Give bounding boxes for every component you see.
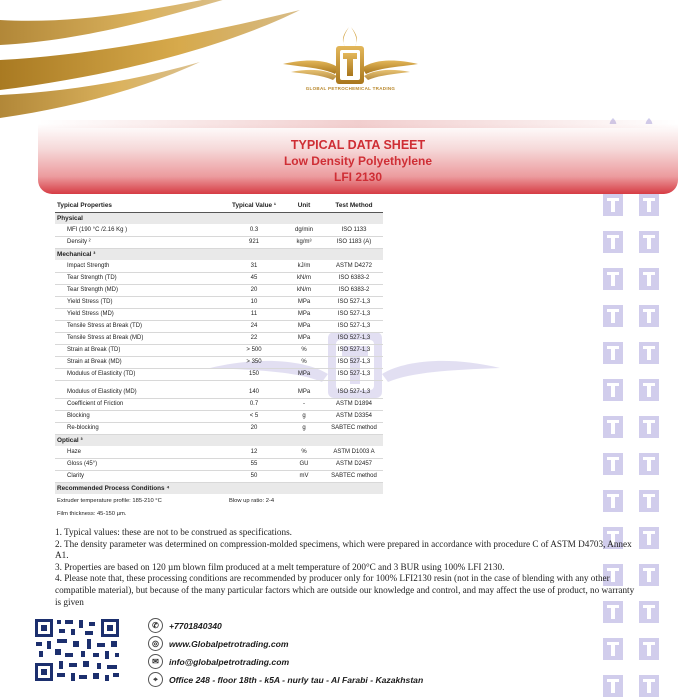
table-row [55,272,383,284]
table-row [55,236,383,248]
cell-unit: g [283,422,325,434]
cell-method: ISO 1133 [325,224,383,236]
spec-table [55,200,383,520]
watermark-logo-icon [598,636,628,662]
footnote: 1. Typical values: these are not to be construed as specifications. [55,527,292,537]
cell-method: ASTM D3354 [325,410,383,422]
cell-property: Clarity [55,470,225,482]
cell-value: 20 [225,284,283,296]
table-row [55,320,383,332]
footnote: 3. Properties are based on 120 µm blown film produced at a melt temperature of 200°C and 3 BUR using 100% LFI 2130. [55,561,505,572]
process-row [55,494,383,507]
document-title: TYPICAL DATA SHEET [290,138,426,152]
contact-phone [148,618,222,633]
logo-tagline: GLOBAL PETROCHEMICAL TRADING [305,86,396,91]
cell-value: 31 [225,260,283,272]
cell-property: Strain at Break (MD) [55,356,225,368]
section-title: Mechanical ³ [55,248,383,260]
cell-property: Tear Strength (MD) [55,284,225,296]
cell-unit: mV [283,470,325,482]
contact-website [148,636,289,651]
watermark-logo-icon [598,266,628,292]
cell-method: ISO 527-1,3 [325,356,383,368]
watermark-logo-icon [634,229,664,255]
cell-property: Yield Stress (MD) [55,308,225,320]
cell-unit: kJ/m [283,260,325,272]
cell-unit: MPa [283,320,325,332]
cell-unit: % [283,356,325,368]
cell-unit: MPa [283,332,325,344]
section-title: Physical [55,212,383,224]
watermark-logo-icon [634,377,664,403]
cell-value: 45 [225,272,283,284]
watermark-logo-icon [634,673,664,699]
phone-number[interactable]: +7701840340 [169,620,222,631]
product-subtitle: Low Density Polyethylene [283,154,433,168]
cell-value: 20 [225,422,283,434]
table-row [55,398,383,410]
cell-unit: % [283,344,325,356]
watermark-column-right [634,118,670,700]
extruder-temperature: Extruder temperature profile: 185-210 °C [57,497,162,504]
email-icon: ✉ [148,654,163,669]
cell-value: 12 [225,446,283,458]
globe-icon: ◎ [148,636,163,651]
watermark-logo-icon [598,340,628,366]
watermark-logo-icon [634,562,664,588]
watermark-logo-icon [598,673,628,699]
cell-property: Modulus of Elasticity (TD) [55,368,225,380]
website-link[interactable]: www.Globalpetrotrading.com [169,638,289,649]
address-text: Office 248 - floor 18th - k5A - nurly tau - Al Farabi - Kazakhstan [169,674,424,685]
cell-unit: g [283,410,325,422]
cell-property: Impact Strength [55,260,225,272]
cell-value: 921 [225,236,283,248]
watermark-logo-icon [598,451,628,477]
cell-value: > 500 [225,344,283,356]
cell-property: Strain at Break (TD) [55,344,225,356]
cell-method: ASTM D4272 [325,260,383,272]
table-row [55,224,383,236]
cell-method: ISO 6383-2 [325,284,383,296]
section-title: Recommended Process Conditions ⁴ [55,482,383,494]
column-header-unit: Unit [283,200,325,212]
cell-method: ISO 527-1,3 [325,386,383,398]
cell-value: 50 [225,470,283,482]
location-pin-icon: ⌖ [148,672,163,687]
section-row [55,434,383,446]
table-row [55,470,383,482]
footnote: 4. Please note that, these processing conditions are recommended by producer only for 100% LFI2130 resin (not in the case of blending with any other compatible material), but because of the many particular factors which are outside our knowledge and control, and may affect the use of product, no warranty is given [55,573,635,607]
watermark-logo-icon [634,525,664,551]
cell-method: ISO 527-1,3 [325,320,383,332]
cell-unit: kN/m [283,284,325,296]
cell-property: Modulus of Elasticity (MD) [55,386,225,398]
cell-unit: MPa [283,368,325,380]
watermark-logo-icon [634,192,664,218]
cell-property: MFI (190 °C /2.16 Kg ) [55,224,225,236]
cell-unit: % [283,446,325,458]
watermark-column-left [598,118,634,700]
table-row [55,368,383,380]
table-row [55,260,383,272]
table-row [55,410,383,422]
table-row [55,356,383,368]
cell-method: SABTEC method [325,470,383,482]
cell-value: 55 [225,458,283,470]
footnote: 2. The density parameter was determined on compression-molded specimens, which were prepared in accordance with procedure C of ASTM D4703, Annex A1. [55,538,632,561]
cell-property: Gloss (45°) [55,458,225,470]
watermark-logo-icon [598,192,628,218]
column-header-method: Test Method [325,200,383,212]
table-row [55,284,383,296]
cell-unit: kg/m³ [283,236,325,248]
cell-value: 0.7 [225,398,283,410]
table-row [55,308,383,320]
cell-method: SABTEC method [325,422,383,434]
cell-value: 0.3 [225,224,283,236]
table-row [55,386,383,398]
table-header-row [55,200,383,212]
cell-value: 24 [225,320,283,332]
cell-property: Re-blocking [55,422,225,434]
section-row [55,482,383,494]
cell-method: ISO 527-1,3 [325,332,383,344]
watermark-logo-icon [634,451,664,477]
cell-method: ISO 527-1,3 [325,308,383,320]
cell-unit: - [283,398,325,410]
watermark-logo-icon [634,599,664,625]
cell-method: ASTM D1003 A [325,446,383,458]
product-grade: LFI 2130 [333,170,383,184]
watermark-logo-icon [634,636,664,662]
gold-swoosh-decoration [0,0,310,125]
phone-icon: ✆ [148,618,163,633]
process-row [55,507,383,520]
cell-property: Tensile Stress at Break (MD) [55,332,225,344]
cell-method: ISO 527-1,3 [325,296,383,308]
watermark-logo-icon [634,488,664,514]
section-row [55,248,383,260]
cell-method: ISO 1183 (A) [325,236,383,248]
cell-value: < 5 [225,410,283,422]
watermark-logo-icon [598,414,628,440]
table-row [55,446,383,458]
qr-code [33,617,121,683]
cell-unit: MPa [283,386,325,398]
contact-email [148,654,289,669]
cell-method: ASTM D1894 [325,398,383,410]
cell-property: Tear Strength (TD) [55,272,225,284]
cell-property: Tensile Stress at Break (TD) [55,320,225,332]
cell-property: Haze [55,446,225,458]
watermark-logo-icon [598,488,628,514]
watermark-logo-icon [598,229,628,255]
section-row [55,212,383,224]
cell-method: ISO 6383-2 [325,272,383,284]
watermark-logo-icon [634,340,664,366]
cell-property: Blocking [55,410,225,422]
cell-property: Density ² [55,236,225,248]
cell-unit: MPa [283,308,325,320]
cell-value: 22 [225,332,283,344]
column-header-property: Typical Properties [55,200,225,212]
cell-unit: MPa [283,296,325,308]
table-row [55,344,383,356]
cell-method: ASTM D2457 [325,458,383,470]
cell-unit: GU [283,458,325,470]
watermark-logo-icon [634,303,664,329]
email-link[interactable]: info@globalpetrotrading.com [169,656,290,667]
cell-value: 11 [225,308,283,320]
cell-unit: kN/m [283,272,325,284]
cell-value: 150 [225,368,283,380]
cell-method: ISO 527-1,3 [325,368,383,380]
section-title: Optical ³ [55,434,383,446]
table-row [55,458,383,470]
table-row [55,296,383,308]
cell-unit: dg/min [283,224,325,236]
watermark-logo-icon [634,414,664,440]
film-thickness: Film thickness: 45-150 µm. [57,510,127,517]
cell-value: 140 [225,386,283,398]
table-row [55,422,383,434]
watermark-logo-icon [598,377,628,403]
cell-value: 10 [225,296,283,308]
column-header-value: Typical Value ¹ [225,200,283,212]
watermark-logo-icon [598,303,628,329]
cell-property: Yield Stress (TD) [55,296,225,308]
watermark-logo-icon [634,266,664,292]
contact-address [148,672,423,687]
cell-property: Coefficient of Friction [55,398,225,410]
footnotes [55,527,635,608]
blow-up-ratio: Blow up ratio: 2-4 [229,497,275,504]
cell-value: > 350 [225,356,283,368]
cell-method: ISO 527-1,3 [325,344,383,356]
table-row [55,332,383,344]
